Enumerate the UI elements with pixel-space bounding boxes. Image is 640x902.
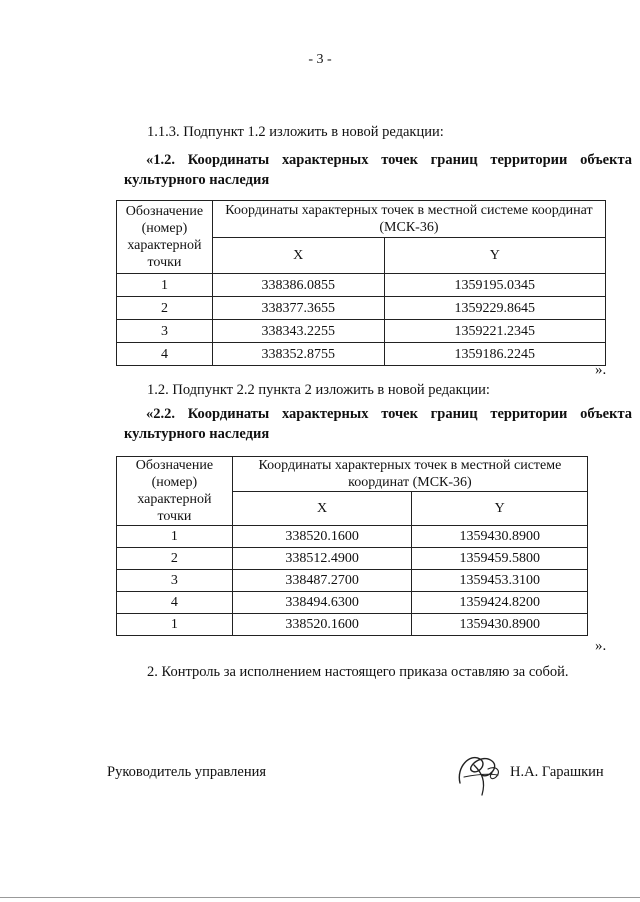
y-value: 1359186.2245 [384, 343, 605, 366]
bottom-edge-line [0, 897, 640, 898]
table-row [117, 570, 588, 592]
table-row [117, 526, 588, 548]
y-value: 1359229.8645 [384, 297, 605, 320]
section1-heading-line1: «1.2. Координаты характерных точек границ территории объекта [146, 152, 632, 168]
table-row [117, 297, 606, 320]
x-value: 338520.1600 [232, 526, 412, 548]
point-number: 3 [117, 320, 213, 343]
table-row [117, 614, 588, 636]
section2-heading-line1: «2.2. Координаты характерных точек границ территории объекта [146, 406, 632, 422]
point-number: 4 [117, 592, 233, 614]
point-number: 1 [117, 614, 233, 636]
page-number: - 3 - [308, 52, 332, 67]
point-number: 2 [117, 297, 213, 320]
table-row [117, 343, 606, 366]
section1-heading [124, 150, 632, 190]
section1-heading-line2: культурного наследия [124, 172, 270, 188]
col-point-header: Обозначение (номер) характерной точки [117, 201, 213, 274]
y-value: 1359453.3100 [412, 570, 588, 592]
x-value: 338386.0855 [212, 274, 384, 297]
y-value: 1359221.2345 [384, 320, 605, 343]
x-value: 338352.8755 [212, 343, 384, 366]
point-number: 1 [117, 274, 213, 297]
y-header: Y [384, 238, 605, 274]
signatory-position: Руководитель управления [107, 764, 267, 780]
x-header: X [232, 492, 412, 526]
control-paragraph: 2. Контроль за исполнением настоящего приказа оставляю за собой. [147, 664, 569, 680]
y-value: 1359459.5800 [412, 548, 588, 570]
y-value: 1359430.8900 [412, 526, 588, 548]
table-row [117, 320, 606, 343]
section1-quote-end: ». [595, 362, 607, 378]
point-number: 3 [117, 570, 233, 592]
table-row [117, 592, 588, 614]
point-number: 1 [117, 526, 233, 548]
section2-heading [124, 404, 632, 444]
section1-coords-table [116, 200, 606, 366]
table-row [117, 548, 588, 570]
x-header: X [212, 238, 384, 274]
y-value: 1359424.8200 [412, 592, 588, 614]
coord-system-header: Координаты характерных точек в местной системе координат (МСК-36) [212, 201, 605, 238]
coord-system-header: Координаты характерных точек в местной системе координат (МСК-36) [232, 457, 587, 492]
table-row [117, 274, 606, 297]
x-value: 338494.6300 [232, 592, 412, 614]
handwritten-signature-mark [452, 745, 508, 801]
x-value: 338520.1600 [232, 614, 412, 636]
y-value: 1359195.0345 [384, 274, 605, 297]
signatory-name: Н.А. Гарашкин [510, 764, 604, 780]
point-number: 4 [117, 343, 213, 366]
section2-quote-end: ». [595, 638, 607, 654]
section2-heading-line2: культурного наследия [124, 426, 270, 442]
col-point-header: Обозначение (номер) характерной точки [117, 457, 233, 526]
x-value: 338487.2700 [232, 570, 412, 592]
x-value: 338512.4900 [232, 548, 412, 570]
y-value: 1359430.8900 [412, 614, 588, 636]
y-header: Y [412, 492, 588, 526]
section1-intro: 1.1.3. Подпункт 1.2 изложить в новой редакции: [147, 124, 444, 140]
section2-intro: 1.2. Подпункт 2.2 пункта 2 изложить в новой редакции: [147, 382, 490, 398]
point-number: 2 [117, 548, 233, 570]
x-value: 338377.3655 [212, 297, 384, 320]
x-value: 338343.2255 [212, 320, 384, 343]
section2-coords-table [116, 456, 588, 636]
